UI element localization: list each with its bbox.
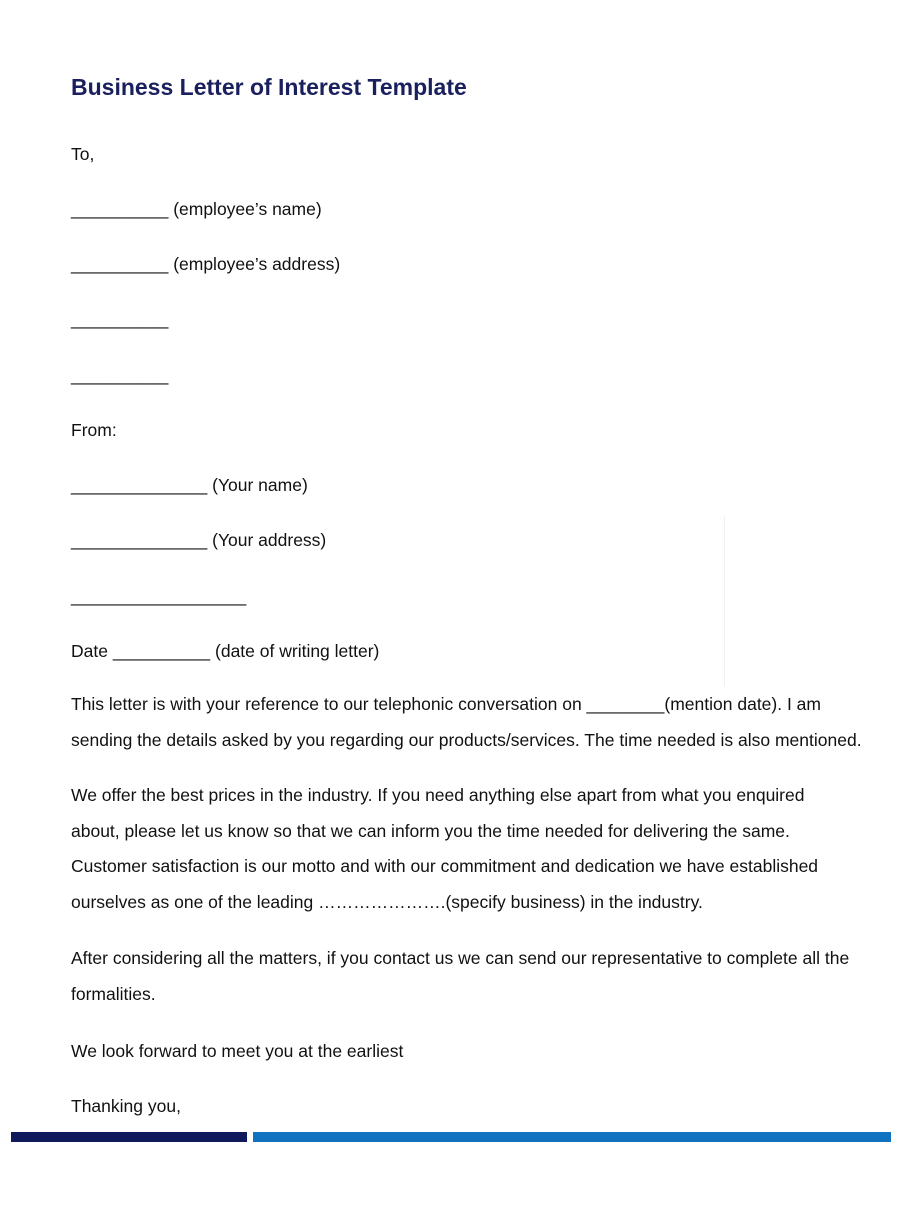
paragraph-line: formalities.	[71, 983, 156, 1004]
footer-bar-blue	[253, 1132, 891, 1142]
paragraph-line: This letter is with your reference to our telephonic conversation on ________(mention date). I am	[71, 694, 821, 714]
faint-vertical-rule	[724, 516, 725, 686]
date-line: Date __________ (date of writing letter)	[71, 641, 380, 661]
from-your-name-line: ______________ (Your name)	[71, 475, 308, 495]
to-employee-address-line: __________ (employee’s address)	[71, 254, 341, 274]
paragraph-line: ourselves as one of the leading ………………….(specify business) in the industry.	[71, 891, 703, 912]
sign-off: Thanking you,	[71, 1096, 181, 1116]
paragraph-representative	[71, 941, 891, 1012]
to-address-blank-line-2: __________	[71, 365, 169, 385]
document-title: Business Letter of Interest Template	[71, 74, 467, 100]
paragraph-line: After considering all the matters, if you contact us we can send our representative to complete all the	[71, 948, 850, 968]
from-your-address-line: ______________ (Your address)	[71, 530, 327, 550]
paragraph-line: We offer the best prices in the industry. If you need anything else apart from what you enquired	[71, 785, 805, 805]
closing-line: We look forward to meet you at the earliest	[71, 1041, 404, 1061]
paragraph-reference	[71, 687, 891, 758]
paragraph-line: Customer satisfaction is our motto and with our commitment and dedication we have established	[71, 856, 819, 876]
paragraph-line: sending the details asked by you regarding our products/services. The time needed is also mentioned.	[71, 729, 862, 750]
from-address-blank-line: __________________	[71, 586, 247, 606]
from-label: From:	[71, 420, 117, 440]
to-label: To,	[71, 144, 95, 164]
footer-bar-dark	[11, 1132, 247, 1142]
paragraph-offer	[71, 778, 891, 920]
paragraph-line: about, please let us know so that we can inform you the time needed for delivering the same.	[71, 820, 790, 841]
to-address-blank-line-1: __________	[71, 309, 169, 329]
to-employee-name-line: __________ (employee’s name)	[71, 199, 322, 219]
